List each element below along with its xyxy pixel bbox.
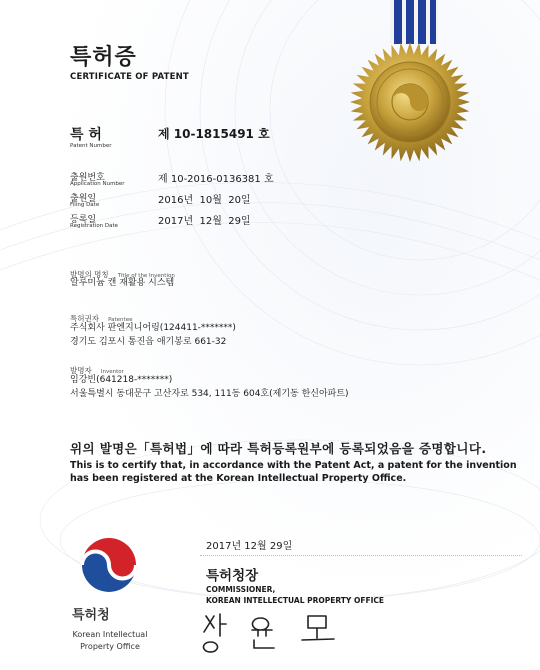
invention-label: 발명의 명칭 — [70, 270, 109, 279]
registration-date-label-en: Registration Date — [70, 223, 119, 229]
patentee-address: 경기도 김포시 통진읍 애기봉로 661-32 — [70, 337, 227, 347]
filing-date-label: 출원일 — [70, 194, 97, 204]
patentee-label-en: Patentee — [108, 317, 133, 323]
certification-statement-en-2: has been registered at the Korean Intellectual Property Office. — [70, 473, 407, 484]
certification-statement-ko: 위의 발명은「특허법」에 따라 특허등록원부에 등록되었음을 증명합니다. — [70, 441, 487, 456]
divider — [200, 555, 522, 556]
inventor-label-en: Inventor — [100, 369, 124, 375]
kipo-taegeuk-logo-icon — [78, 534, 140, 596]
office-name-ko: 특허청 — [72, 608, 110, 623]
filing-date-label-en: Filing Date — [70, 202, 100, 208]
invention-label-en: Title of the Invention — [117, 273, 175, 279]
commissioner-en-1: COMMISSIONER, — [206, 585, 276, 594]
inventor-label: 발명자 — [70, 366, 92, 375]
filing-date-value: 2016년 10월 20일 — [158, 195, 251, 206]
invention-title: 알루미늄 캔 재활용 시스템 — [70, 278, 175, 288]
signature-image — [198, 606, 358, 658]
registration-date-label: 등록일 — [70, 215, 97, 225]
inventor-name: 임강빈(641218-*******) — [70, 375, 173, 385]
certificate-title-en: CERTIFICATE OF PATENT — [70, 72, 189, 82]
patent-number-value: 제 10-1815491 호 — [158, 127, 270, 141]
ribbon-icon — [390, 0, 438, 44]
patent-number-label-en: Patent Number — [70, 143, 112, 149]
commissioner-en-2: KOREAN INTELLECTUAL PROPERTY OFFICE — [206, 596, 385, 605]
application-number-label-en: Application Number — [70, 181, 125, 187]
certification-statement-en-1: This is to certify that, in accordance with the Patent Act, a patent for the invention — [70, 460, 517, 471]
application-number-label: 출원번호 — [70, 173, 105, 183]
application-number-value: 제 10-2016-0136381 호 — [158, 174, 274, 185]
issue-date: 2017년 12월 29일 — [206, 541, 293, 552]
patent-number-label: 특 허 — [70, 127, 102, 143]
patentee-name: 주식회사 판엔지니어링(124411-*******) — [70, 323, 236, 333]
patentee-label: 특허권자 — [70, 314, 99, 323]
office-name-en-1: Korean Intellectual — [72, 630, 148, 639]
gold-seal-icon — [348, 40, 472, 164]
certificate-title: 특허증 — [70, 45, 137, 70]
office-name-en-2: Property Office — [80, 642, 140, 651]
registration-date-value: 2017년 12월 29일 — [158, 216, 251, 227]
inventor-address: 서울특별시 동대문구 고산자로 534, 111동 604호(제기동 한신아파트) — [70, 389, 349, 399]
commissioner-title: 특허청장 — [206, 568, 259, 584]
